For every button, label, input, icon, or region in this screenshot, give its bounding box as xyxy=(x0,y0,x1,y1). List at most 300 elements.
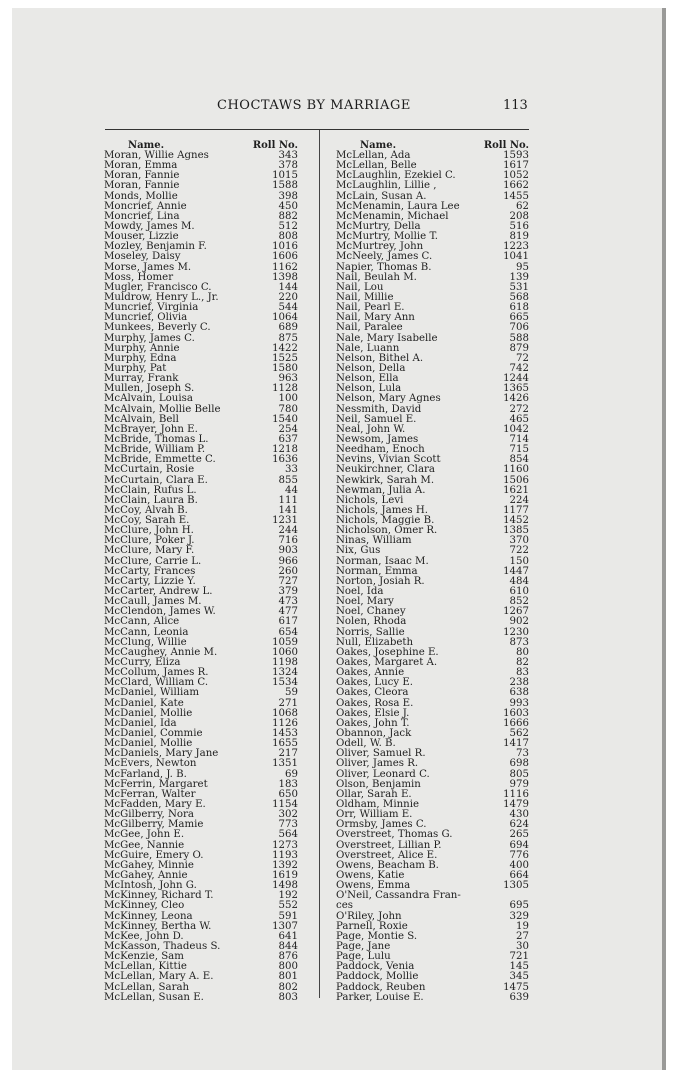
entry-roll-number: 1042 xyxy=(503,423,529,435)
entry-roll-number: 1273 xyxy=(272,839,298,851)
entry-roll-number: 650 xyxy=(278,788,298,800)
entry-roll-number: 641 xyxy=(278,930,298,942)
entry-roll-number: 1452 xyxy=(503,515,529,527)
roll-entry xyxy=(336,891,529,901)
entry-name: Moran, Fannie xyxy=(104,170,180,182)
entry-roll-number: 1307 xyxy=(272,920,298,932)
page-header xyxy=(0,98,679,118)
entry-roll-number: 664 xyxy=(509,869,529,881)
entry-roll-number: 1218 xyxy=(272,444,298,456)
entry-name: Murphy, Annie xyxy=(104,342,180,354)
entry-roll-number: 873 xyxy=(509,636,529,648)
entry-name: McIntosh, John G. xyxy=(104,880,197,892)
entry-roll-number: 800 xyxy=(278,961,298,973)
entry-name: Munkees, Beverly C. xyxy=(104,322,211,334)
roll-entry xyxy=(104,465,298,475)
entry-roll-number: 141 xyxy=(278,504,298,516)
entry-roll-number: 715 xyxy=(509,444,529,456)
entry-name: Neal, John W. xyxy=(336,423,406,435)
entry-roll-number: 689 xyxy=(278,322,298,334)
entry-roll-number: 1041 xyxy=(503,251,529,263)
entry-name: Mouser, Lizzie xyxy=(104,231,179,243)
entry-roll-number: 44 xyxy=(285,484,298,496)
entry-name: McClure, Poker J. xyxy=(104,535,195,547)
entry-name: McDaniel, William xyxy=(104,687,200,699)
entry-roll-number: 83 xyxy=(516,667,529,679)
roll-entry xyxy=(336,394,529,404)
entry-name: Ormsby, James C. xyxy=(336,819,427,831)
entry-roll-number: 208 xyxy=(509,210,529,222)
entry-roll-number: 637 xyxy=(278,433,298,445)
entry-name: McDaniel, Commie xyxy=(104,728,203,740)
entry-name: McClain, Laura B. xyxy=(104,494,198,506)
entry-roll-number: 639 xyxy=(509,991,529,1003)
entry-name: Moseley, Daisy xyxy=(104,251,181,263)
entry-name: McKinney, Cleo xyxy=(104,900,185,912)
entry-roll-number: 844 xyxy=(278,940,298,952)
entry-roll-number: 1177 xyxy=(503,504,529,516)
entry-name: Nelson, Lula xyxy=(336,383,402,395)
entry-roll-number: 654 xyxy=(278,626,298,638)
entry-name: McAlvain, Louisa xyxy=(104,393,193,405)
entry-roll-number: 183 xyxy=(278,778,298,790)
entry-name: McCurtain, Rosie xyxy=(104,464,195,476)
entry-roll-number: 1455 xyxy=(503,190,529,202)
entry-roll-number: 1052 xyxy=(503,170,529,182)
entry-name: Overstreet, Lillian P. xyxy=(336,839,442,851)
entry-roll-number: 111 xyxy=(278,494,298,506)
entry-name: McClure, John H. xyxy=(104,525,194,537)
entry-name: McLellan, Kittie xyxy=(104,961,187,973)
entry-name: McBride, William P. xyxy=(104,444,206,456)
entry-name: Nicholson, Omer R. xyxy=(336,525,438,537)
entry-name: Overstreet, Thomas G. xyxy=(336,829,453,841)
entry-roll-number: 1160 xyxy=(503,464,529,476)
entry-roll-number: 144 xyxy=(278,281,298,293)
entry-roll-number: 552 xyxy=(278,900,298,912)
entry-name: Moncrief, Annie xyxy=(104,200,187,212)
entry-roll-number: 1154 xyxy=(272,799,298,810)
entry-name: McClure, Carrie L. xyxy=(104,555,202,567)
entry-roll-number: 1244 xyxy=(503,373,529,385)
entry-roll-number: 379 xyxy=(278,586,298,598)
entry-name: McGee, John E. xyxy=(104,829,185,841)
entry-name: Newman, Julia A. xyxy=(336,484,426,496)
entry-name: McLellan, Belle xyxy=(336,160,417,172)
entry-roll-number: 27 xyxy=(516,930,529,942)
entry-name: Oakes, Annie xyxy=(336,667,405,679)
entry-roll-number: 145 xyxy=(509,961,529,973)
entry-roll-number: 1385 xyxy=(503,525,529,537)
entry-name: Nichols, Maggie B. xyxy=(336,515,435,527)
entry-roll-number: 665 xyxy=(509,312,529,324)
entry-roll-number: 19 xyxy=(516,920,529,932)
entry-roll-number: 1447 xyxy=(503,565,529,577)
entry-name: McClendon, James W. xyxy=(104,606,216,618)
entry-name: Parker, Louise E. xyxy=(336,991,424,1003)
entry-name: Norton, Josiah R. xyxy=(336,575,425,587)
entry-roll-number: 993 xyxy=(509,697,529,709)
entry-roll-number: 1506 xyxy=(503,474,529,486)
entry-name: Ollar, Sarah E. xyxy=(336,788,412,800)
entry-name: McGilberry, Mamie xyxy=(104,819,204,831)
entry-roll-number: 875 xyxy=(278,332,298,344)
entry-roll-number: 803 xyxy=(278,991,298,1003)
entry-name: Oakes, John T. xyxy=(336,717,410,729)
entry-roll-number: 192 xyxy=(278,890,298,902)
entry-roll-number: 638 xyxy=(509,687,529,699)
entry-name: Nelson, Ella xyxy=(336,373,399,385)
entry-name: Nessmith, David xyxy=(336,403,422,415)
entry-roll-number: 59 xyxy=(285,687,298,699)
entry-roll-number: 1534 xyxy=(272,677,298,689)
entry-name: McKinney, Richard T. xyxy=(104,890,214,902)
entry-name: ces xyxy=(336,900,353,912)
entry-name: Olson, Benjamin xyxy=(336,778,421,790)
entry-name: Neil, Samuel E. xyxy=(336,413,417,425)
entry-name: Nail, Paralee xyxy=(336,322,403,334)
entry-name: McClung, Willie xyxy=(104,636,187,648)
entry-roll-number: 1230 xyxy=(503,626,529,638)
entry-name: McDaniels, Mary Jane xyxy=(104,748,219,760)
entry-roll-number: 1655 xyxy=(272,738,298,750)
entry-roll-number: 588 xyxy=(509,332,529,344)
entry-name: Oliver, Leonard C. xyxy=(336,768,430,780)
entry-name: McClure, Mary F. xyxy=(104,545,195,557)
entry-name: Page, Jane xyxy=(336,940,391,952)
entry-name: Oakes, Josephine E. xyxy=(336,646,439,658)
entry-name: Nichols, James H. xyxy=(336,504,428,516)
entry-name: O'Neil, Cassandra Fran- xyxy=(336,890,461,902)
entry-roll-number: 254 xyxy=(278,423,298,435)
entry-name: McBrayer, John E. xyxy=(104,423,198,435)
entry-name: McMurtrey, John xyxy=(336,241,424,253)
entry-roll-number: 1059 xyxy=(272,636,298,648)
entry-name: McLaughlin, Ezekiel C. xyxy=(336,170,456,182)
entry-name: Nevins, Vivian Scott xyxy=(336,454,441,466)
entry-roll-number: 1603 xyxy=(503,707,529,719)
entry-name: McMenamin, Michael xyxy=(336,210,449,222)
entry-roll-number: 484 xyxy=(509,575,529,587)
entry-roll-number: 1662 xyxy=(503,180,529,192)
entry-name: McKinney, Leona xyxy=(104,910,193,922)
entry-name: McCurry, Eliza xyxy=(104,657,181,669)
entry-roll-number: 95 xyxy=(516,261,529,273)
entry-name: Murphy, James C. xyxy=(104,332,195,344)
entry-name: McKinney, Bertha W. xyxy=(104,920,212,932)
entry-name: Muncrief, Olivia xyxy=(104,312,188,324)
entry-name: Norman, Isaac M. xyxy=(336,555,429,567)
entry-name: Oakes, Lucy E. xyxy=(336,677,414,689)
entry-name: Null, Elizabeth xyxy=(336,636,414,648)
entry-roll-number: 516 xyxy=(509,220,529,232)
entry-name: Mozley, Benjamin F. xyxy=(104,241,207,253)
entry-roll-number: 1580 xyxy=(272,362,298,374)
entry-roll-number: 706 xyxy=(509,322,529,334)
entry-name: McAlvain, Mollie Belle xyxy=(104,403,221,415)
entry-roll-number: 1498 xyxy=(272,880,298,892)
entry-roll-number: 1422 xyxy=(272,342,298,354)
entry-roll-number: 150 xyxy=(509,555,529,567)
page-number: 113 xyxy=(503,98,528,113)
entry-name: Murray, Frank xyxy=(104,373,179,385)
entry-name: McGuire, Emery O. xyxy=(104,849,204,861)
entry-roll-number: 238 xyxy=(509,677,529,689)
entry-roll-number: 902 xyxy=(509,616,529,628)
entry-name: Parnell, Roxie xyxy=(336,920,408,932)
entry-name: Needham, Enoch xyxy=(336,444,425,456)
entry-name: Nail, Lou xyxy=(336,281,384,293)
entry-roll-number: 1064 xyxy=(272,312,298,324)
entry-roll-number: 714 xyxy=(509,433,529,445)
entry-roll-number: 963 xyxy=(278,373,298,385)
entry-roll-number: 378 xyxy=(278,160,298,172)
entry-roll-number: 72 xyxy=(516,352,529,364)
entry-roll-number: 1016 xyxy=(272,241,298,253)
entry-roll-number: 695 xyxy=(509,900,529,912)
entry-name: Norman, Emma xyxy=(336,565,418,577)
entry-roll-number: 1453 xyxy=(272,728,298,740)
entry-name: McLellan, Mary A. E. xyxy=(104,971,214,983)
entry-roll-number: 139 xyxy=(509,271,529,283)
entry-roll-number: 722 xyxy=(509,545,529,557)
entry-roll-number: 1593 xyxy=(503,150,529,161)
entry-roll-number: 220 xyxy=(278,291,298,303)
entry-roll-number: 1198 xyxy=(272,657,298,669)
entry-name: McCann, Leonia xyxy=(104,626,189,638)
entry-name: Monds, Mollie xyxy=(104,190,178,202)
entry-roll-number: 802 xyxy=(278,981,298,993)
entry-name: McEvers, Newton xyxy=(104,758,197,770)
entry-roll-number: 854 xyxy=(509,454,529,466)
entry-roll-number: 265 xyxy=(509,829,529,841)
entry-name: McDaniel, Mollie xyxy=(104,738,193,750)
entry-roll-number: 610 xyxy=(509,586,529,598)
entry-roll-number: 562 xyxy=(509,728,529,740)
entry-name: Muncrief, Virginia xyxy=(104,302,199,314)
entry-name: McMenamin, Laura Lee xyxy=(336,200,460,212)
entry-name: McCaull, James M. xyxy=(104,596,202,608)
entry-name: Orr, William E. xyxy=(336,809,413,821)
entry-roll-number: 450 xyxy=(278,200,298,212)
entry-name: McClard, William C. xyxy=(104,677,209,689)
entry-roll-number: 776 xyxy=(509,849,529,861)
entry-roll-number: 1479 xyxy=(503,799,529,810)
entry-roll-number: 1417 xyxy=(503,738,529,750)
entry-roll-number: 1475 xyxy=(503,981,529,993)
entry-name: Nale, Luann xyxy=(336,342,400,354)
entry-roll-number: 819 xyxy=(509,231,529,243)
entry-name: Norris, Sallie xyxy=(336,626,405,638)
entry-name: McFerrin, Margaret xyxy=(104,778,208,790)
entry-roll-number: 855 xyxy=(278,474,298,486)
entry-name: O'Riley, John xyxy=(336,910,402,922)
entry-roll-number: 217 xyxy=(278,748,298,760)
entry-roll-number: 698 xyxy=(509,758,529,770)
entry-name: McKee, John D. xyxy=(104,930,184,942)
entry-name: McAlvain, Bell xyxy=(104,413,179,425)
entry-roll-number: 903 xyxy=(278,545,298,557)
entry-name: Oakes, Elsie J. xyxy=(336,707,410,719)
entry-name: Owens, Beacham B. xyxy=(336,859,439,871)
entry-roll-number: 33 xyxy=(285,464,298,476)
entry-roll-number: 1525 xyxy=(272,352,298,364)
entry-roll-number: 801 xyxy=(278,971,298,983)
entry-roll-number: 1116 xyxy=(503,788,529,800)
entry-name: Moran, Emma xyxy=(104,160,178,172)
entry-roll-number: 531 xyxy=(509,281,529,293)
entry-name: McDaniel, Mollie xyxy=(104,707,193,719)
entry-name: Mullen, Joseph S. xyxy=(104,383,195,395)
entry-roll-number: 1365 xyxy=(503,383,529,395)
entry-name: McBride, Thomas L. xyxy=(104,433,209,445)
entry-roll-number: 1267 xyxy=(503,606,529,618)
entry-name: McLain, Susan A. xyxy=(336,190,427,202)
entry-roll-number: 1606 xyxy=(272,251,298,263)
entry-name: McDaniel, Ida xyxy=(104,717,177,729)
entry-name: McCoy, Sarah E. xyxy=(104,515,190,527)
entry-name: McFadden, Mary E. xyxy=(104,799,206,810)
entry-name: McCarty, Frances xyxy=(104,565,196,577)
entry-roll-number: 30 xyxy=(516,940,529,952)
entry-name: Nolen, Rhoda xyxy=(336,616,407,628)
entry-name: McCoy, Alvah B. xyxy=(104,504,188,516)
entry-name: Oakes, Rosa E. xyxy=(336,697,414,709)
entry-name: Nichols, Levi xyxy=(336,494,404,506)
entry-name: Noel, Chaney xyxy=(336,606,406,618)
entry-name: McLaughlin, Lillie , xyxy=(336,180,437,192)
entry-roll-number: 1162 xyxy=(272,261,298,273)
entry-roll-number: 73 xyxy=(516,748,529,760)
entry-name: Oldham, Minnie xyxy=(336,799,420,810)
entry-name: Paddock, Reuben xyxy=(336,981,426,993)
entry-roll-number: 568 xyxy=(509,291,529,303)
entry-name: Newkirk, Sarah M. xyxy=(336,474,435,486)
entry-roll-number: 727 xyxy=(278,575,298,587)
entry-name: Moncrief, Lina xyxy=(104,210,180,222)
entry-roll-number: 1068 xyxy=(272,707,298,719)
entry-name: McLellan, Susan E. xyxy=(104,991,204,1003)
entry-name: McCarter, Andrew L. xyxy=(104,586,213,598)
entry-name: McGahey, Minnie xyxy=(104,859,194,871)
name-header: Name. xyxy=(360,140,397,151)
entry-roll-number: 1540 xyxy=(272,413,298,425)
roll-entry xyxy=(336,993,529,1003)
entry-roll-number: 1392 xyxy=(272,859,298,871)
entry-name: Nail, Mary Ann xyxy=(336,312,415,324)
entry-roll-number: 721 xyxy=(509,951,529,963)
entry-name: Neukirchner, Clara xyxy=(336,464,435,476)
entry-roll-number: 882 xyxy=(278,210,298,222)
entry-name: Nail, Pearl E. xyxy=(336,302,405,314)
entry-roll-number: 100 xyxy=(278,393,298,405)
entry-name: McCarty, Lizzie Y. xyxy=(104,575,196,587)
entry-roll-number: 1619 xyxy=(272,869,298,881)
entry-roll-number: 62 xyxy=(516,200,529,212)
entry-name: Murphy, Edna xyxy=(104,352,177,364)
entry-name: McFerran, Walter xyxy=(104,788,196,800)
entry-name: Napier, Thomas B. xyxy=(336,261,432,273)
entry-name: McFarland, J. B. xyxy=(104,768,187,780)
entry-roll-number: 1617 xyxy=(503,160,529,172)
entry-name: Nail, Beulah M. xyxy=(336,271,417,283)
entry-roll-number: 1621 xyxy=(503,484,529,496)
entry-name: Oakes, Cleora xyxy=(336,687,409,699)
entry-roll-number: 966 xyxy=(278,555,298,567)
entry-roll-number: 1305 xyxy=(503,880,529,892)
roll-header: Roll No. xyxy=(252,140,298,151)
entry-name: Nale, Mary Isabelle xyxy=(336,332,438,344)
entry-name: Oakes, Margaret A. xyxy=(336,657,438,669)
entry-name: Ninas, William xyxy=(336,535,412,547)
entry-name: Moran, Fannie xyxy=(104,180,180,192)
entry-roll-number: 69 xyxy=(285,768,298,780)
entry-roll-number: 1015 xyxy=(272,170,298,182)
roll-entry xyxy=(104,323,298,333)
entry-name: Muldrow, Henry L., Jr. xyxy=(104,291,219,303)
entry-name: Paddock, Mollie xyxy=(336,971,419,983)
entry-roll-number: 617 xyxy=(278,616,298,628)
entry-roll-number: 694 xyxy=(509,839,529,851)
entry-name: Oliver, James R. xyxy=(336,758,419,770)
entry-name: Nail, Millie xyxy=(336,291,394,303)
entry-roll-number: 224 xyxy=(509,494,529,506)
roll-entry xyxy=(104,972,298,982)
entry-roll-number: 244 xyxy=(278,525,298,537)
entry-name: McClain, Rufus L. xyxy=(104,484,197,496)
name-header: Name. xyxy=(128,140,165,151)
entry-roll-number: 1426 xyxy=(503,393,529,405)
entry-roll-number: 852 xyxy=(509,596,529,608)
entry-roll-number: 876 xyxy=(278,951,298,963)
entry-roll-number: 465 xyxy=(509,413,529,425)
roll-entry xyxy=(104,394,298,404)
entry-name: McGilberry, Nora xyxy=(104,809,194,821)
entry-roll-number: 742 xyxy=(509,362,529,374)
entry-name: McGee, Nannie xyxy=(104,839,185,851)
entry-roll-number: 329 xyxy=(509,910,529,922)
entry-name: Owens, Katie xyxy=(336,869,405,881)
entry-name: Page, Montie S. xyxy=(336,930,418,942)
entry-name: McKenzie, Sam xyxy=(104,951,184,963)
entry-name: Nix, Gus xyxy=(336,545,381,557)
entry-name: McBride, Emmette C. xyxy=(104,454,216,466)
entry-roll-number: 473 xyxy=(278,596,298,608)
entry-name: Noel, Ida xyxy=(336,586,384,598)
entry-roll-number: 398 xyxy=(278,190,298,202)
entry-name: McLellan, Sarah xyxy=(104,981,190,993)
entry-name: Mowdy, James M. xyxy=(104,220,195,232)
entry-roll-number: 618 xyxy=(509,302,529,314)
entry-roll-number: 805 xyxy=(509,768,529,780)
header-rule xyxy=(105,129,529,130)
entry-roll-number: 564 xyxy=(278,829,298,841)
entry-name: McCaughey, Annie M. xyxy=(104,646,218,658)
entry-name: Newsom, James xyxy=(336,433,419,445)
entry-roll-number: 773 xyxy=(278,819,298,831)
entry-roll-number: 370 xyxy=(509,535,529,547)
entry-name: Nelson, Bithel A. xyxy=(336,352,424,364)
entry-name: Overstreet, Alice E. xyxy=(336,849,438,861)
entry-name: Paddock, Venia xyxy=(336,961,415,973)
entry-roll-number: 1324 xyxy=(272,667,298,679)
entry-roll-number: 1128 xyxy=(272,383,298,395)
column-divider xyxy=(319,130,320,998)
entry-roll-number: 979 xyxy=(509,778,529,790)
entry-roll-number: 808 xyxy=(278,231,298,243)
entry-name: Odell, W. B. xyxy=(336,738,396,750)
entry-name: Murphy, Pat xyxy=(104,362,167,374)
